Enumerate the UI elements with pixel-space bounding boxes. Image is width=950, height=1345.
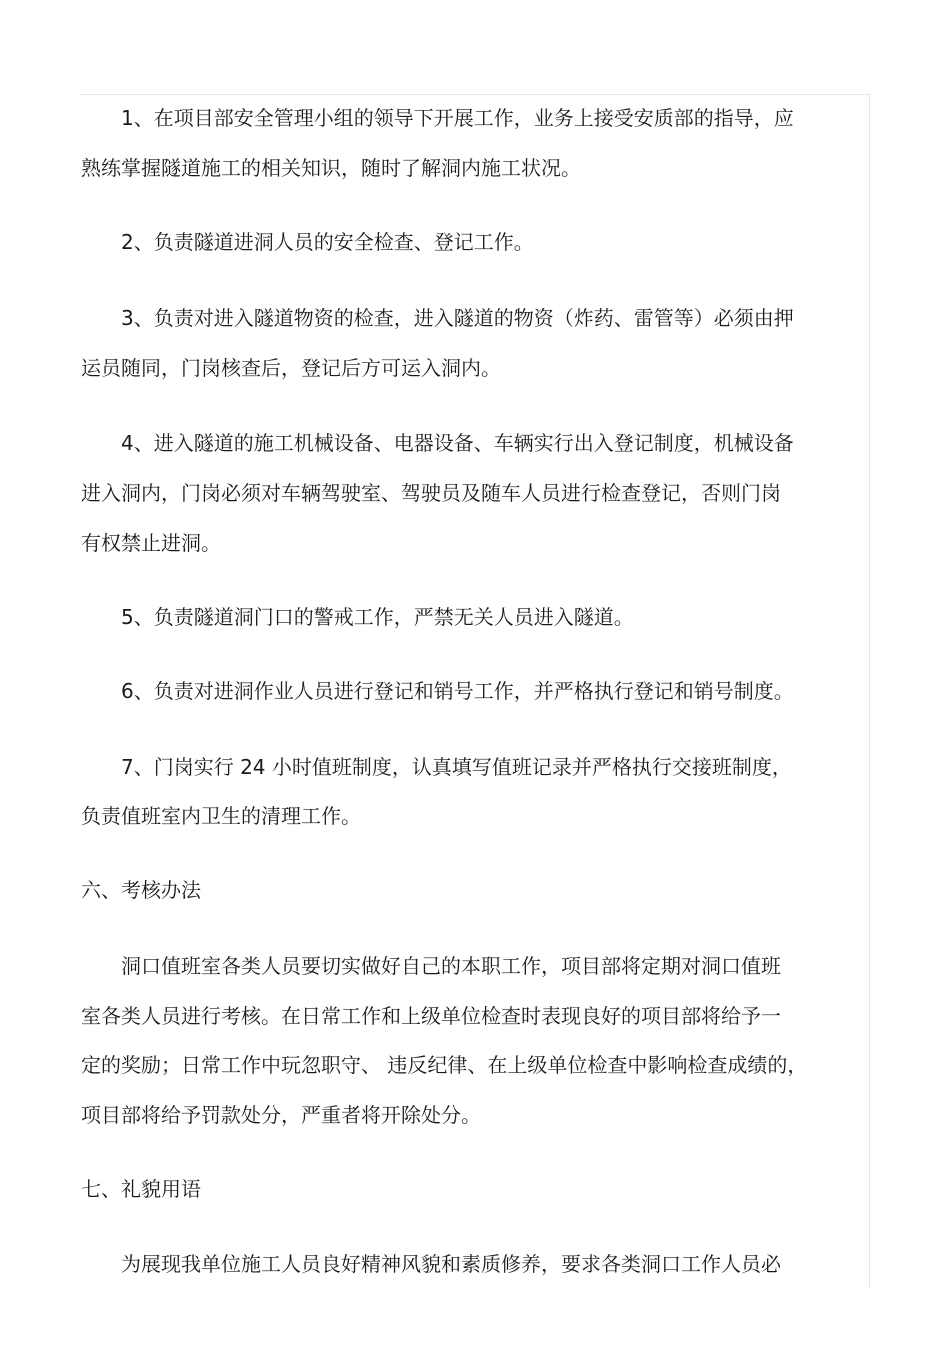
item-7-line-2: 负责值班室内卫生的清理工作。 bbox=[81, 804, 361, 828]
item-5-line-1: 5、负责隧道洞门口的警戒工作，严禁无关人员进入隧道。 bbox=[121, 605, 634, 629]
section-heading-etiquette: 七、礼貌用语 bbox=[81, 1177, 201, 1201]
assessment-line-1: 洞口值班室各类人员要切实做好自己的本职工作，项目部将定期对洞口值班 bbox=[121, 954, 781, 978]
item-3-line-1: 3、负责对进入隧道物资的检查，进入隧道的物资（炸药、雷管等）必须由押 bbox=[121, 306, 794, 330]
item-1-line-2: 熟练掌握隧道施工的相关知识，随时了解洞内施工状况。 bbox=[81, 156, 581, 180]
section-heading-assessment: 六、考核办法 bbox=[81, 878, 201, 902]
item-7-line-1: 7、门岗实行 24 小时值班制度，认真填写值班记录并严格执行交接班制度， bbox=[121, 755, 792, 779]
item-4-line-1: 4、进入隧道的施工机械设备、电器设备、车辆实行出入登记制度，机械设备 bbox=[121, 431, 794, 455]
item-3-line-2: 运员随同，门岗核查后，登记后方可运入洞内。 bbox=[81, 356, 501, 380]
item-4-line-3: 有权禁止进洞。 bbox=[81, 531, 221, 555]
item-2-line-1: 2、负责隧道进洞人员的安全检查、登记工作。 bbox=[121, 230, 534, 254]
page-top-border bbox=[80, 94, 870, 95]
assessment-line-4: 项目部将给予罚款处分，严重者将开除处分。 bbox=[81, 1103, 481, 1127]
assessment-line-3: 定的奖励；日常工作中玩忽职守、 违反纪律、在上级单位检查中影响检查成绩的， bbox=[81, 1053, 808, 1077]
assessment-line-2: 室各类人员进行考核。在日常工作和上级单位检查时表现良好的项目部将给予一 bbox=[81, 1004, 781, 1028]
etiquette-line-1: 为展现我单位施工人员良好精神风貌和素质修养，要求各类洞口工作人员必 bbox=[121, 1252, 781, 1276]
item-1-line-1: 1、在项目部安全管理小组的领导下开展工作，业务上接受安质部的指导，应 bbox=[121, 106, 794, 130]
page-right-border bbox=[869, 94, 870, 1289]
item-6-line-1: 6、负责对进洞作业人员进行登记和销号工作，并严格执行登记和销号制度。 bbox=[121, 679, 794, 703]
item-4-line-2: 进入洞内，门岗必须对车辆驾驶室、驾驶员及随车人员进行检查登记，否则门岗 bbox=[81, 481, 781, 505]
